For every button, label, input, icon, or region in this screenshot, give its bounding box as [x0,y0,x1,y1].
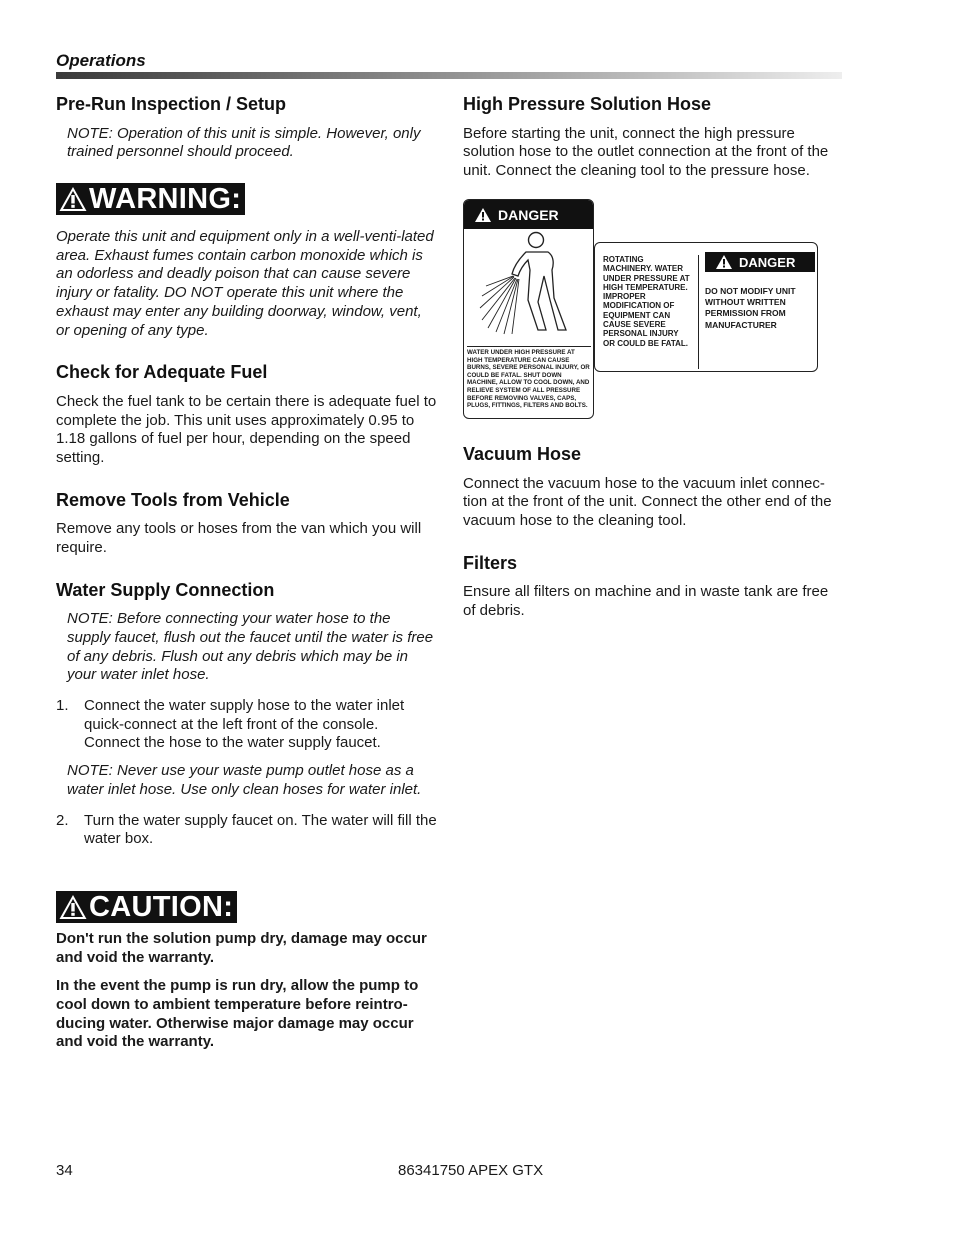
caution-text-1: Don't run the solution pump dry, damage may occur and void the warranty. [56,929,427,966]
danger-label-header [464,200,593,229]
water-note-1: NOTE: Before connecting your water hose to the supply faucet, flush out the faucet until the water is free of any debris. Flush out any debris which may be in your water inlet hose. [67,610,434,684]
danger-label-right [705,252,815,331]
warning-triangle-icon [474,207,492,223]
vacuum-heading: Vacuum Hose [463,444,582,464]
warning-banner [56,183,245,215]
filters-heading: Filters [463,552,518,573]
water-step-1 [56,697,438,753]
danger-label-modification [594,242,818,372]
danger-label-header [705,252,815,272]
pre-run-heading: Pre-Run Inspection / Setup [56,94,287,114]
water-step-2 [56,812,438,849]
spray-injury-pictogram [474,230,584,342]
danger-label-high-pressure [463,199,594,419]
right-column-lower [463,444,843,621]
fuel-heading: Check for Adequate Fuel [56,362,268,383]
danger-label-text: WATER UNDER HIGH PRESSURE AT HIGH TEMPERATURE CAN CAUSE BURNS, SEVERE PERSONAL INJURY, OR COULD BE FATAL. SHUT DOWN MACHINE, ALLOW TO COOL DOWN, AND RELIEVE SYSTEM OF ALL PRESSURE BEFORE REMOVING VALVES, CAPS, PLUGS, FITTINGS, FILTERS AND BOLTS. [467,346,591,410]
fuel-text: Check the fuel tank to be certain there is adequate fuel to complete the job. This unit uses approximately 0.95 to 1.18 gallons of fuel per hour, depending on the speed setting. [56,392,437,466]
page-number: 34 [56,1162,73,1179]
step-number: 1. [56,697,69,715]
section-title: Operations [56,51,146,70]
document-id: 86341750 APEX GTX [398,1162,544,1179]
water-steps-1 [56,697,438,753]
danger-label-title: DANGER [498,206,559,223]
right-column [463,94,843,181]
warning-triangle-icon [715,254,733,270]
header-rule [56,72,842,79]
caution-text-2: In the event the pump is run dry, allow the pump to cool down to ambient temperature before reintro-ducing water. Otherwise major damage may occur and void the warranty. [56,977,419,1051]
water-steps-2 [56,812,438,849]
danger-label-title: DANGER [739,254,796,270]
water-note-2: NOTE: Never use your waste pump outlet hose as a water inlet hose. Use only clean hoses for water inlet. [67,762,422,798]
hp-hose-text: Before starting the unit, connect the high pressure solution hose to the outlet connection at the front of the unit. Connect the cleaning tool to the pressure hose. [463,124,829,179]
step-text: Turn the water supply faucet on. The water will fill the water box. [84,811,437,848]
step-text: Connect the water supply hose to the water inlet quick-connect at the left front of the console. Connect the hose to the water supply faucet. [84,697,405,752]
danger-label-left-text: ROTATING MACHINERY. WATER UNDER PRESSURE AT HIGH TEMPERATURE. IMPROPER MODIFICATION OF EQUIPMENT CAN CAUSE SEVERE PERSONAL INJURY OR COULD BE FATAL. [603,255,690,348]
step-number: 2. [56,811,69,829]
left-column [56,94,438,1052]
caution-triangle-icon [58,893,88,921]
danger-label-divider [698,255,699,369]
vacuum-text: Connect the vacuum hose to the vacuum inlet connec-tion at the front of the unit. Connect the other end of the vacuum hose to the cleaning tool. [463,474,832,529]
caution-banner [56,891,237,923]
warning-text: Operate this unit and equipment only in a well-venti-lated area. Exhaust fumes contain carbon monoxide which is an odorless and deadly poison that can cause severe injury or fatality. DO NOT operate this unit where the exhaust may enter any building doorway, window, vent, or opening of any type. [56,228,434,339]
filters-text: Ensure all filters on machine and in waste tank are free of debris. [463,583,829,619]
caution-label: CAUTION: [89,890,234,923]
warning-triangle-icon [58,185,88,213]
danger-label-right-text: DO NOT MODIFY UNIT WITHOUT WRITTEN PERMISSION FROM MANUFACTURER [705,286,796,330]
tools-text: Remove any tools or hoses from the van which you will require. [56,520,422,556]
hp-hose-heading: High Pressure Solution Hose [463,94,712,114]
water-heading: Water Supply Connection [56,579,275,600]
pre-run-note: NOTE: Operation of this unit is simple. However, only trained personnel should proceed. [67,124,421,161]
warning-label: WARNING: [89,183,242,215]
tools-heading: Remove Tools from Vehicle [56,489,290,510]
